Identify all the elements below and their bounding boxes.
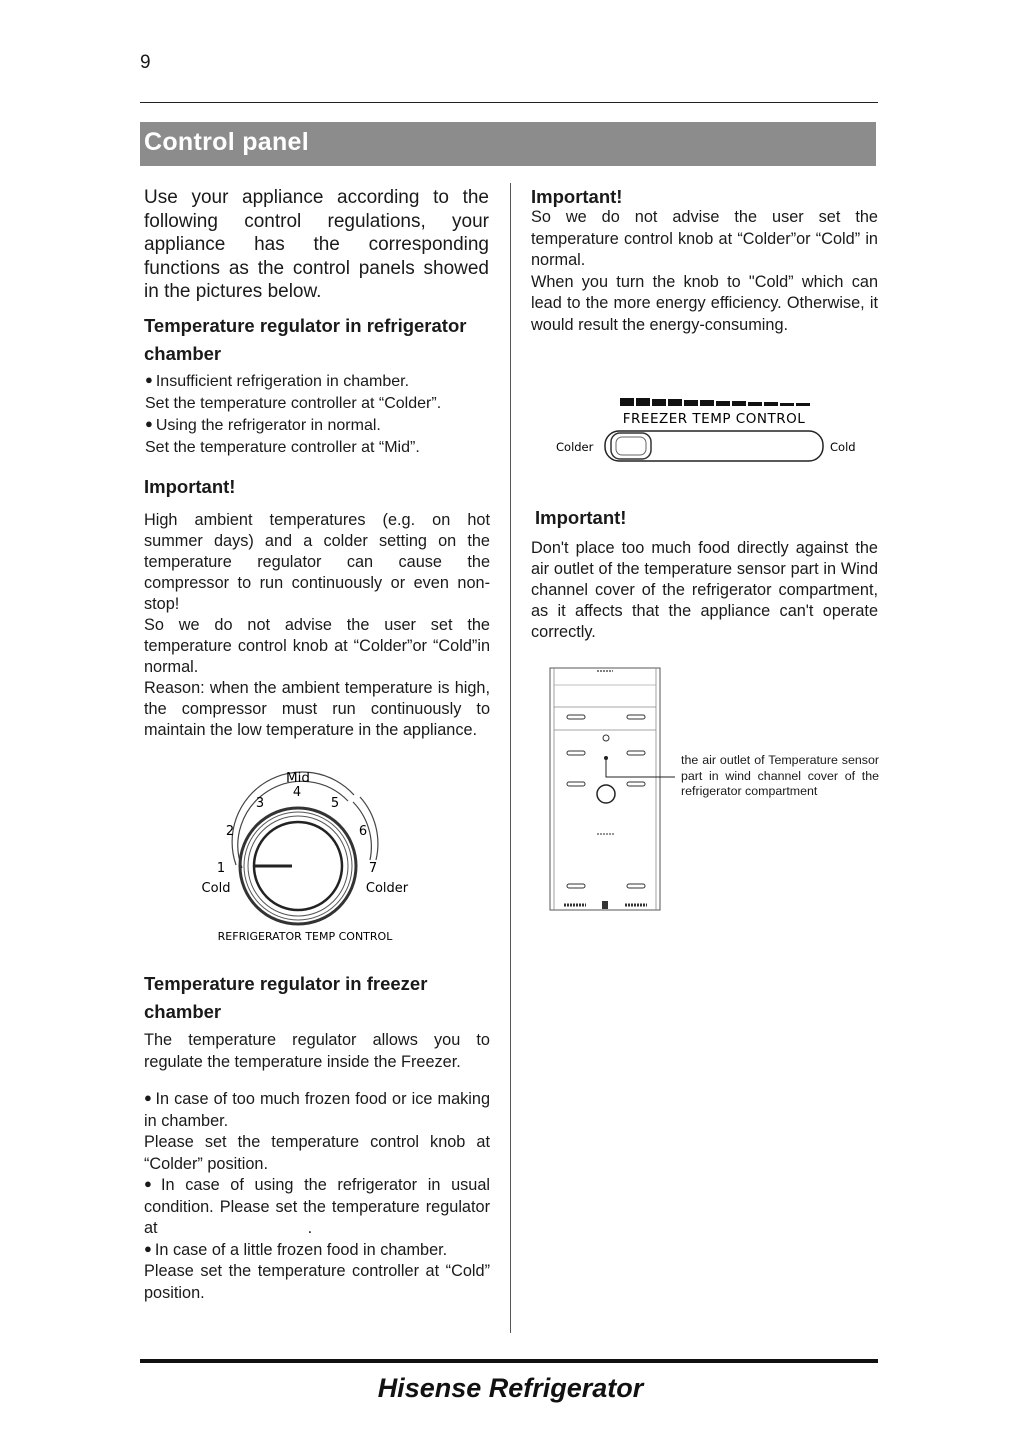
important-heading-left: Important!: [144, 476, 236, 497]
freezer-bullet-1: ● In case of too much frozen food or ice making in chamber.: [144, 1089, 490, 1132]
slider-title: FREEZER TEMP CONTROL: [622, 411, 806, 427]
footer-brand: Hisense Refrigerator: [377, 1373, 644, 1403]
fridge-line-1: ● Insufficient refrigeration in chamber.: [145, 371, 490, 393]
freezer-bullet-2: [144, 1175, 490, 1240]
intro-paragraph: Use your appliance according to the following control regulations, your appliance has the corresponding functions as the control panels showed in the pictures below.: [144, 187, 489, 302]
freezer-intro: The temperature regulator allows you to regulate the temperature inside the Freezer.: [144, 1031, 490, 1071]
column-divider: [510, 183, 511, 1333]
dial-num-3: 3: [255, 796, 265, 811]
fridge-line-2: Set the temperature controller at “Colder”.: [145, 395, 442, 412]
important-left-p2: So we do not advise the user set the temperature control knob at “Colder”or “Cold”in normal.: [144, 616, 490, 676]
freezer-bullet-3: ● In case of a little frozen food in chamber.: [144, 1240, 490, 1262]
freezer-bullet-3-action: Please set the temperature controller at “Cold” position.: [144, 1262, 490, 1302]
fridge-line-4: Set the temperature controller at “Mid”.: [145, 439, 420, 456]
footer-rule: [140, 1359, 878, 1363]
important-right-p2: When you turn the knob to "Cold” which can lead to the more energy efficiency. Otherwise, it would result the energy-consuming.: [531, 272, 878, 334]
slider-level-bars: [620, 398, 810, 406]
dial-num-1: 1: [216, 861, 226, 876]
slider-colder-label: Colder: [556, 440, 594, 454]
dial-num-7: 7: [368, 861, 378, 876]
fridge-regulator-heading: Temperature regulator in refrigerator chamber: [144, 315, 467, 364]
section-title: Control panel: [144, 128, 310, 156]
header-rule: [140, 102, 878, 103]
freezer-bullet-2-end: .: [307, 1219, 313, 1237]
dial-cold-label: Cold: [201, 881, 231, 896]
dial-num-2: 2: [225, 824, 235, 839]
important-text-right-1: [531, 207, 878, 337]
freezer-slider-figure: [550, 394, 870, 469]
slider-cold-label: Cold: [830, 440, 856, 454]
important-text-left: [144, 510, 490, 741]
freezer-regulator-heading: Temperature regulator in freezer chamber: [144, 973, 428, 1022]
dial-mid-label: Mid: [286, 770, 310, 786]
dial-colder-label: Colder: [365, 881, 409, 896]
fridge-instructions: [145, 371, 490, 459]
freezer-bullet-1-action: Please set the temperature control knob at “Colder” position.: [144, 1133, 490, 1173]
dial-num-5: 5: [330, 796, 340, 811]
dial-caption: REFRIGERATOR TEMP CONTROL: [217, 930, 393, 943]
important-heading-right-1: Important!: [531, 186, 623, 207]
freezer-instructions: [144, 1089, 490, 1304]
sensor-callout-text: the air outlet of Temperature sensor part in wind channel cover of the refrigerator compartment: [681, 753, 879, 798]
important-heading-right-2: Important!: [535, 507, 627, 528]
important-text-right-2: Don't place too much food directly against the air outlet of the temperature sensor part in Wind channel cover of the refrigerator compartment, as it affects that the appliance can't operate correctly.: [531, 539, 878, 641]
cover-round-knob: [597, 785, 615, 803]
important-left-p1: High ambient temperatures (e.g. on hot summer days) and a colder setting on the temperature regulator can cause the compressor to run continuously or even non-stop!: [144, 511, 490, 613]
fridge-line-3: ● Using the refrigerator in normal.: [145, 415, 490, 437]
freezer-bullet-2-text: In case of using the refrigerator in usual condition. Please set the temperature regulator at: [144, 1176, 490, 1237]
section-banner: [140, 122, 876, 166]
important-right-p1: So we do not advise the user set the temperature control knob at “Colder”or “Cold” in normal.: [531, 208, 878, 270]
dial-num-4: 4: [292, 785, 302, 800]
refrigerator-dial-figure: [180, 765, 430, 945]
wind-channel-cover-figure: [545, 665, 675, 915]
dial-num-6: 6: [358, 824, 368, 839]
important-left-p3: Reason: when the ambient temperature is high, the compressor must run continuously to maintain the low temperature in the appliance.: [144, 679, 490, 739]
page-number: 9: [140, 52, 151, 73]
